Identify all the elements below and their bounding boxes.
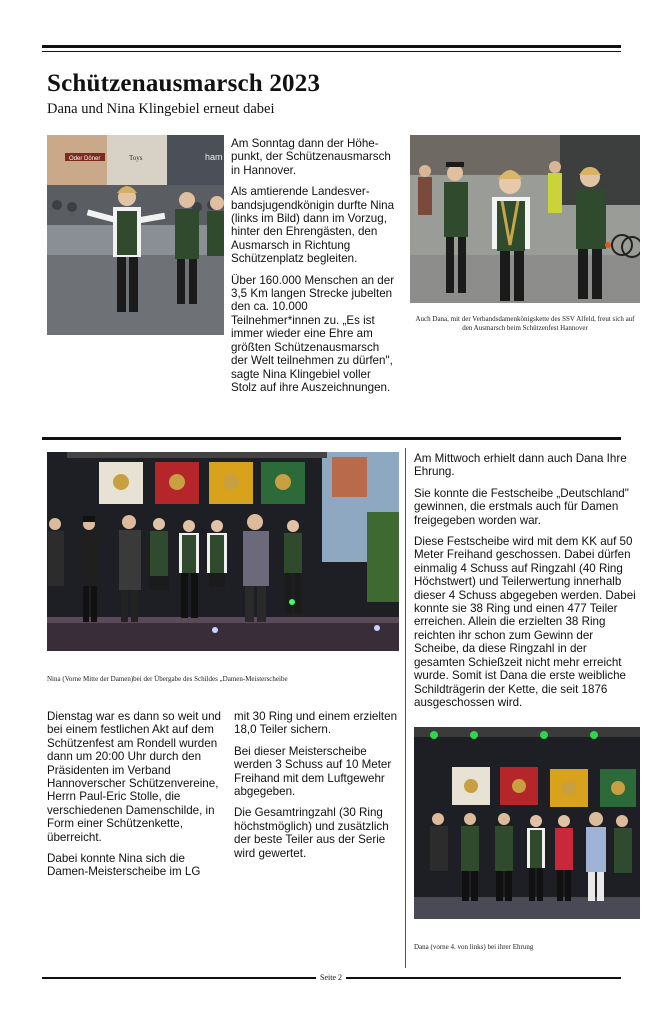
article-paragraph: Diese Festscheibe wird mit dem KK auf 50 Meter Freihand geschossen. Dabei dürfen einmalig 4 Schuss auf Ringzahl (40 Ring Höchstwert) und Teilerwertung innerhalb dieser 4 Schuss abgegeben werden. Dabei konnte sie 38 Ring und einen 477 Teiler erreichen. Allein die erzielten 38 Ring reichten ihr schon zum Gewinn der Scheibe, da diese Ringzahl in der gesamten Schießzeit nicht mehr erreicht wurde. Somit ist Dana die erste weibliche Schildträgerin der Kette, die seit 1876 ausgeschossen wird. [414, 535, 636, 709]
article-paragraph: Dienstag war es dann so weit und bei einem festlichen Akt auf dem Schützenfest am Rondell wurden dann um 20:00 Uhr durch den Präsidenten im Verband Hannoverscher Schützenvereine, Herrn Paul-Eric Stolle, die verschiedenen Damenschilde, in Form einer Schützenkette, überreicht. [47, 710, 222, 844]
article-column-3 [414, 452, 638, 717]
page-number: Seite 2 [316, 973, 346, 982]
dana-ceremony-caption: Dana (vorne 4. von links) bei ihrer Ehrung [414, 943, 534, 951]
page-subtitle: Dana und Nina Klingebiel erneut dabei [47, 101, 275, 117]
intro-text-column [231, 137, 399, 402]
middle-rule-thick [42, 437, 621, 440]
ceremony-photo-dana [414, 727, 640, 919]
article-paragraph: Am Mittwoch erhielt dann auch Dana Ihre Ehrung. [414, 452, 627, 479]
article-paragraph: Bei dieser Meisterscheibe werden 3 Schuss auf 10 Meter Freihand mit dem Luftgewehr abgegeben. [234, 744, 392, 799]
parade-photo-nina [47, 135, 224, 335]
dana-photo-caption: Auch Dana, mit der Verbandsdamenkönigskette des SSV Alfeld, freut sich auf den Ausmarsch beim Schützenfest Hannover [415, 315, 635, 332]
dana-photo [410, 135, 640, 303]
article-paragraph: mit 30 Ring und einem erzielten 18,0 Teiler sichern. [234, 710, 398, 737]
intro-paragraph: Als amtierende Landesver-bandsjugendkönigin durfte Nina (links im Bild) dann im Vorzug, hinter den Ehrengästen, den Ausmarsch in Richtung Schützenplatz begleiten. [231, 185, 395, 266]
article-column-2 [234, 710, 402, 868]
article-paragraph: Sie konnte die Festscheibe „Deutschland" gewinnen, die erstmals auch für Damen freigegeben worden war. [414, 486, 629, 527]
intro-paragraph: Über 160.000 Menschen an der 3,5 Km langen Strecke jubelten den ca. 10.000 Teilnehmer*innen zu. „Es ist immer wieder eine Ehre am größten Schützenausmarsch der Welt teilnehmen zu dürfen", sagte Nina Klingebiel voller Stolz auf ihre Auszeichnungen. [231, 273, 395, 394]
ceremony-photo-nina [47, 452, 399, 651]
article-paragraph: Die Gesamtringzahl (30 Ring höchstmöglich) und zusätzlich der beste Teiler aus der Serie wird gewertet. [234, 806, 389, 860]
ceremony-photo-caption: Nina (Vorne Mitte der Damen)bei der Übergabe des Schildes „Damen-Meisterscheibe [47, 675, 288, 683]
shop-sign-2: Toys [129, 154, 143, 162]
page-footer [0, 973, 662, 982]
page-title: Schützenausmarsch 2023 [47, 70, 321, 97]
shop-sign-3: ham [205, 152, 223, 162]
intro-paragraph: Am Sonntag dann der Höhe-punkt, der Schützenausmarsch in Hannover. [231, 137, 391, 177]
article-column-1 [47, 710, 223, 887]
top-rule-thin [42, 51, 621, 52]
column-divider [405, 448, 406, 968]
shop-sign-1: Oder Döner [69, 156, 101, 162]
article-paragraph: Dabei konnte Nina sich die Damen-Meisterscheibe im LG [47, 852, 201, 879]
top-rule-thick [42, 45, 621, 48]
